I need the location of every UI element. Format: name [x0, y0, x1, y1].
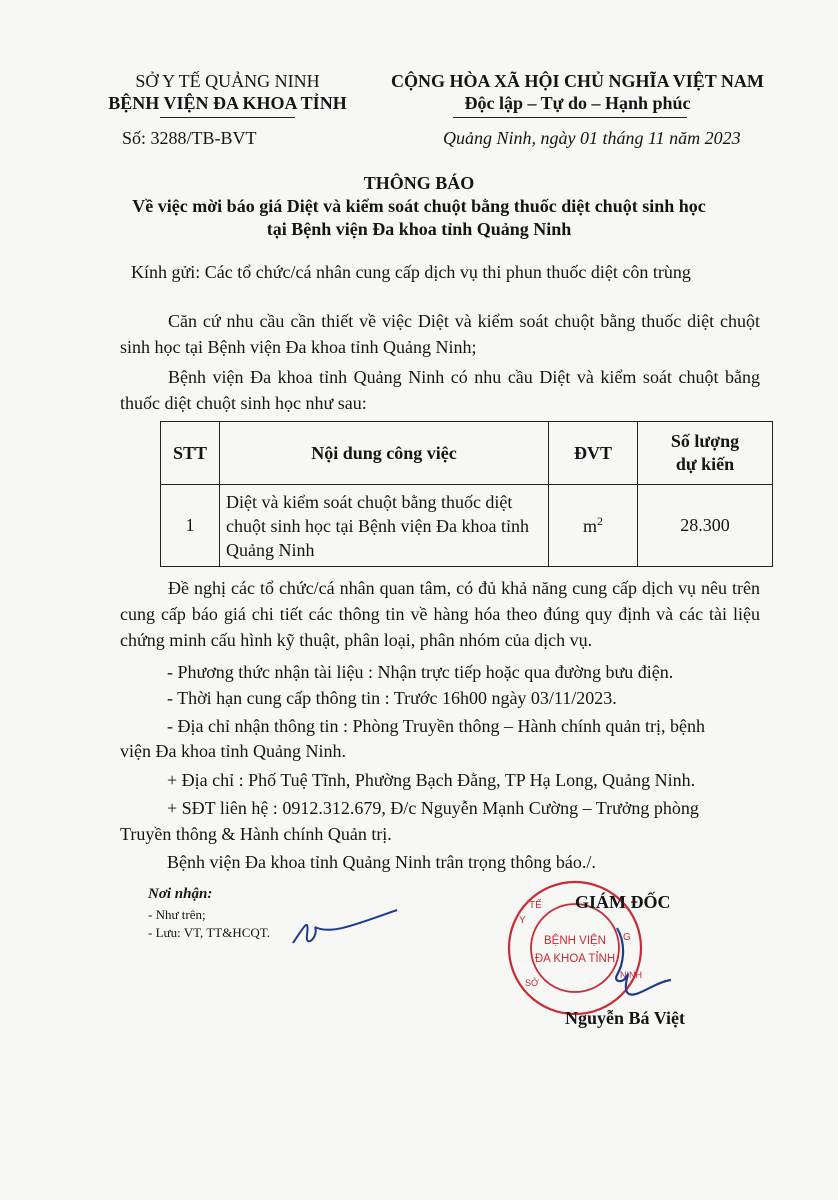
cell-quantity: 28.300	[638, 485, 773, 567]
nation-name: CỘNG HÒA XÃ HỘI CHỦ NGHĨA VIỆT NAM	[391, 71, 764, 91]
svg-text:G: G	[623, 932, 631, 943]
intro-paragraph-need	[120, 364, 760, 416]
title-subject-line2: tại Bệnh viện Đa khoa tỉnh Quảng Ninh	[266, 219, 572, 239]
motto-underline	[453, 117, 687, 118]
signatory-name: Nguyễn Bá Việt	[565, 1008, 686, 1028]
table-row	[161, 485, 773, 567]
title-subject-line1: Về việc mời báo giá Diệt và kiểm soát chuột bằng thuốc diệt chuột sinh học	[132, 196, 706, 216]
recipient-item: - Như trên;	[148, 907, 206, 922]
detail-contact-line1: + SĐT liên hệ : 0912.312.679, Đ/c Nguyễn Mạnh Cường – Trưởng phòng	[167, 798, 699, 818]
col-quantity-line2: dự kiến	[675, 454, 735, 474]
detail-contact-line2: Truyền thông & Hành chính Quản trị.	[120, 824, 392, 844]
col-quantity-line1: Số lượng	[670, 431, 740, 451]
document-title	[0, 172, 838, 241]
recipient-item: - Lưu: VT, TT&HCQT.	[148, 925, 270, 940]
request-text: Đề nghị các tổ chức/cá nhân quan tâm, có đủ khả năng cung cấp dịch vụ nêu trên cung cấp báo giá chi tiết các thông tin về hàng hóa theo đúng quy định và các tài liệu chứng minh cấu hình kỹ thuật, phân loại, phân nhóm của dịch vụ.	[120, 578, 760, 650]
svg-text:NINH: NINH	[620, 970, 642, 980]
col-stt: STT	[161, 422, 220, 485]
cell-unit	[549, 485, 638, 567]
title-type: THÔNG BÁO	[363, 173, 475, 193]
service-table	[160, 421, 773, 567]
col-unit: ĐVT	[549, 422, 638, 485]
stamp-line2: ĐA KHOA TỈNH	[534, 953, 616, 965]
document-number: Số: 3288/TB-BVT	[122, 128, 257, 148]
svg-text:TẾ: TẾ	[529, 900, 542, 911]
intro-need-text: Bệnh viện Đa khoa tỉnh Quảng Ninh có nhu cầu Diệt và kiểm soát chuột bằng thuốc diệt chuột sinh học như sau:	[120, 367, 760, 413]
place-date: Quảng Ninh, ngày 01 tháng 11 năm 2023	[443, 128, 741, 148]
intro-paragraph-basis	[120, 308, 760, 360]
cell-unit-base: m	[582, 516, 597, 536]
director-signature	[605, 920, 675, 1005]
greeting: Kính gửi: Các tổ chức/cá nhân cung cấp dịch vụ thi phun thuốc diệt côn trùng	[131, 262, 691, 282]
cell-stt: 1	[161, 485, 220, 567]
cell-content: Diệt và kiểm soát chuột bằng thuốc diệt chuột sinh học tại Bệnh viện Đa khoa tỉnh Quảng Ninh	[220, 485, 549, 567]
issuing-agency-block	[95, 70, 360, 114]
cell-unit-superscript: 2	[597, 514, 603, 528]
hospital-name: BỆNH VIỆN ĐA KHOA TỈNH	[108, 93, 347, 113]
national-header	[355, 70, 800, 114]
detail-receiver-line1: - Địa chỉ nhận thông tin : Phòng Truyền thông – Hành chính quản trị, bệnh	[167, 716, 705, 736]
stamp-line1: BỆNH VIỆN	[544, 935, 606, 947]
col-quantity	[638, 422, 773, 485]
svg-text:Y: Y	[519, 915, 526, 926]
table-header-row	[161, 422, 773, 485]
col-content: Nội dung công việc	[220, 422, 549, 485]
recipients-title: Nơi nhận:	[148, 886, 213, 902]
svg-text:SỞ: SỞ	[525, 978, 539, 988]
signatory-position: GIÁM ĐỐC	[575, 892, 671, 912]
detail-deadline: - Thời hạn cung cấp thông tin : Trước 16h00 ngày 03/11/2023.	[167, 688, 617, 708]
detail-address: + Địa chỉ : Phố Tuệ Tĩnh, Phường Bạch Đằng, TP Hạ Long, Quảng Ninh.	[167, 770, 696, 790]
request-paragraph	[120, 575, 760, 653]
agency-name: SỞ Y TẾ QUẢNG NINH	[135, 71, 320, 91]
detail-receiver-line2: viện Đa khoa tỉnh Quảng Ninh.	[120, 741, 346, 761]
initial-signature	[285, 905, 400, 955]
intro-basis-text: Căn cứ nhu cầu cần thiết về việc Diệt và kiểm soát chuột bằng thuốc diệt chuột sinh học tại Bệnh viện Đa khoa tỉnh Quảng Ninh;	[120, 311, 760, 357]
hospital-underline	[160, 117, 295, 118]
national-motto: Độc lập – Tự do – Hạnh phúc	[464, 93, 691, 113]
detail-method: - Phương thức nhận tài liệu : Nhận trực tiếp hoặc qua đường bưu điện.	[167, 662, 674, 682]
closing-line: Bệnh viện Đa khoa tỉnh Quảng Ninh trân trọng thông báo./.	[167, 852, 596, 872]
